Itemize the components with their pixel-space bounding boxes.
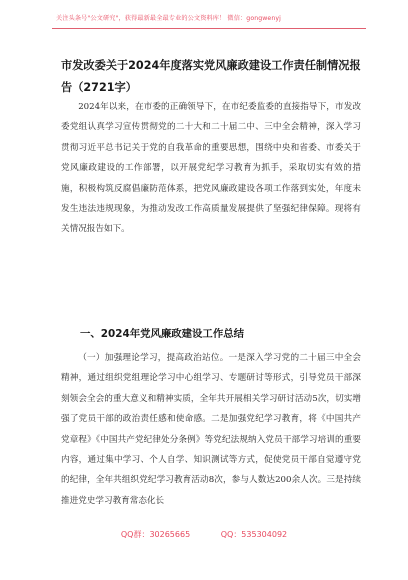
section-body: （一）加强理论学习，提高政治站位。一是深入学习党的二十届三中全会精神，通过组织党组理论学习中心组学习、专题研讨等形式，引导党员干部深刻领会全会的重大意义和精神实质，全年共开展相关学习研讨活动5次，切实增强了党员干部的政治责任感和使命感。二是加强党纪学习教育，将《中国共产党章程》《中国共产党纪律处分条例》等党纪法规纳入党员干部学习培训的重要内容，通过集中学习、个人自学、知识测试等方式，促使党员干部自觉遵守党的纪律，全年共组织党纪学习教育活动8次，参与人数达200余人次。三是持续推进党史学习教育常态化长	[61, 353, 361, 506]
intro-paragraph: 2024年以来，在市委的正确领导下，在市纪委监委的直接指导下，市发改委党组认真学习宣传贯彻党的二十大和二十届二中、三中全会精神，深入学习贯彻习近平总书记关于党的自我革命的重要思想，围绕中央和省委、市委关于党风廉政建设的工作部署，以开展党纪学习教育为抓手，采取切实有效的措施，积极构筑反腐倡廉防范体系，把党风廉政建设各项工作落到实处，年度未发生违法违规现象，为推动发改工作高质量发展提供了坚强纪律保障。现将有关情况报告如下。	[61, 102, 361, 235]
page-header	[0, 0, 408, 34]
footer-qq: QQ：535304092	[220, 530, 288, 539]
document-title: 市发改委关于2024年度落实党风廉政建设工作责任制情况报告（2721字）	[61, 59, 361, 94]
header-banner: 关注头条号"公文研究"，获得最新最全最专业的公文资料库！ 微信：gongwenyj	[56, 15, 281, 22]
header-divider	[52, 28, 366, 29]
section-heading: 一、2024年党风廉政建设工作总结	[80, 328, 244, 340]
footer-qq-group: QQ群：30265665	[120, 530, 191, 539]
page-footer	[0, 529, 408, 540]
